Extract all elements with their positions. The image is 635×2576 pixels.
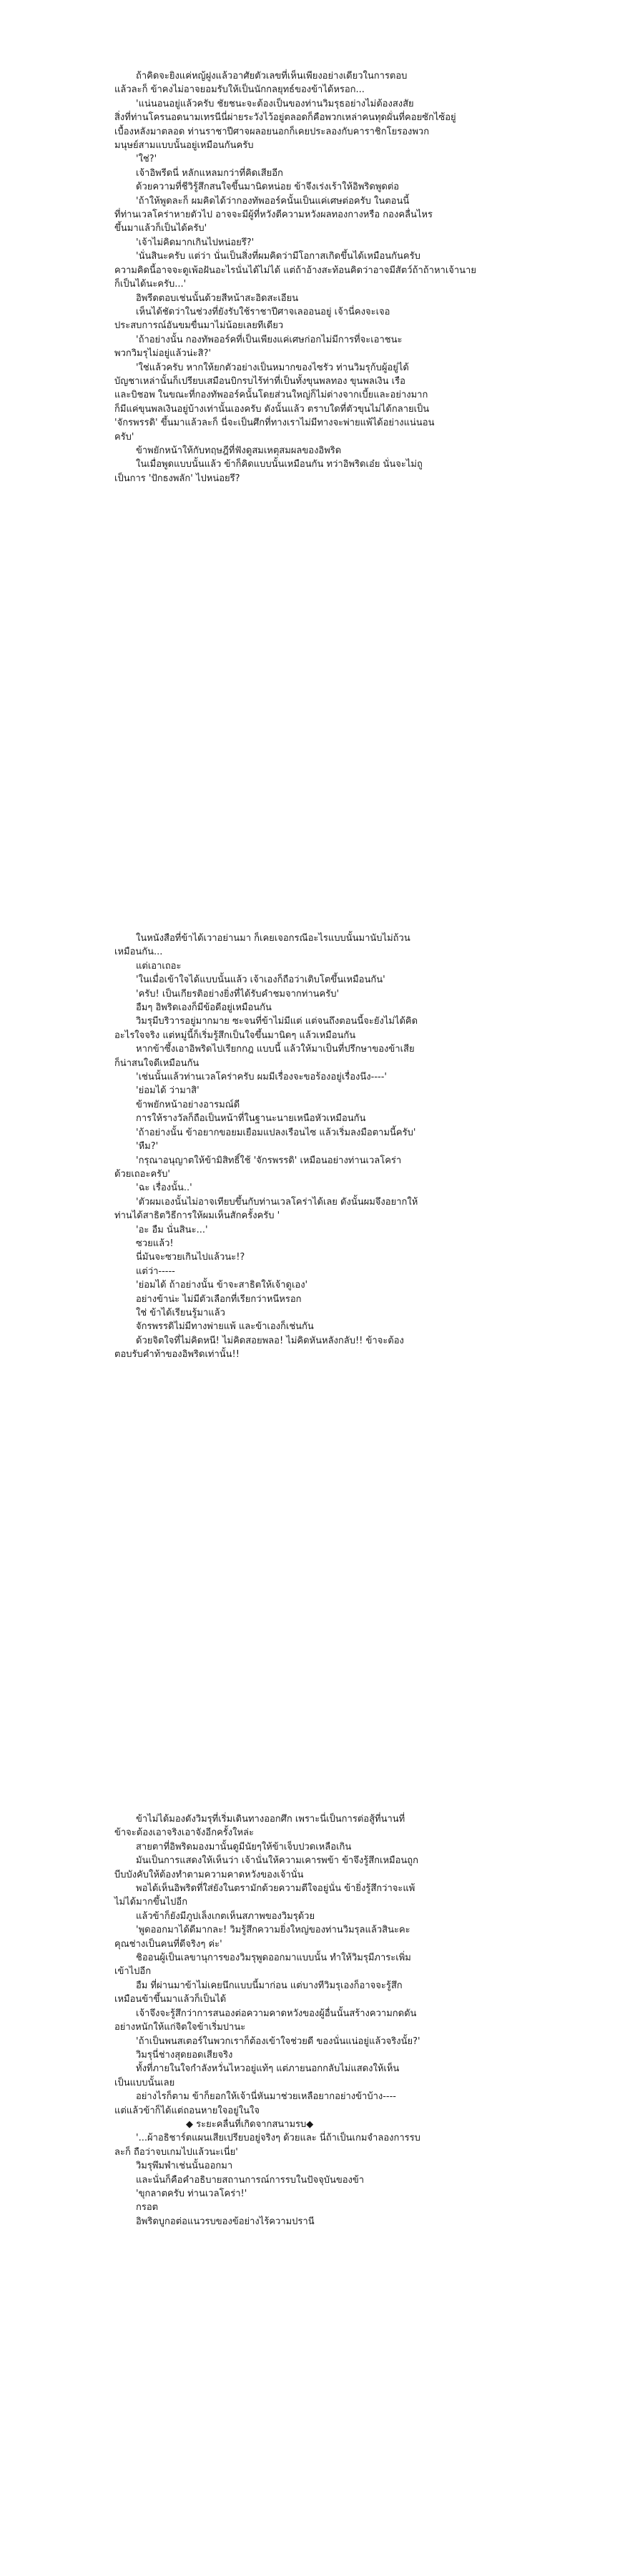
text-line: ครับ': [114, 431, 134, 443]
text-line: แต่ว่า-----: [136, 1265, 175, 1277]
text-section-3: [114, 1812, 558, 2229]
text-line: ประสบการณ์อันขมขื่นมาไม่น้อยเลยทีเดียว: [114, 320, 284, 332]
text-line: ในหนังสือที่ข้าได้เวาอย่านมา ก็เคยเจอกรณีอะไรแบบนั้นมานับไม่ถ้วน: [136, 933, 410, 944]
text-line: 'ฉะ เรื่องนั้น..': [136, 1183, 192, 1194]
text-line: ที่ท่านเวลโคร่าหายตัวไป อาจจะมีผู้ที่หวังตีความหวังผลทองกางหรือ กองคลื่นไหร: [114, 209, 433, 221]
text-line: 'ครับ! เป็นเกียรติอย่างยิ่งที่ได้รับคำชมจากท่านครับ': [136, 988, 340, 1000]
text-line: แต่เอาเถอะ: [136, 960, 182, 972]
text-line: ซวยแล้ว!: [136, 1238, 174, 1249]
text-line: ถ้าคิดจะยิงแค่หญ้ฝูงแล้วอาศัยตัวเลขที่เห็นเพียงอย่างเดียวในการตอบ: [136, 71, 408, 82]
text-line: 'ย่อมได้ ถ้าอย่างนั้น ข้าจะสาธิตให้เจ้าดูเอง': [136, 1280, 308, 1291]
text-line: สายตาที่อิพริดมองมานั้นดูมีนัยๆให้ข้าเจ็บปวดเหลือเกิน: [136, 1841, 352, 1852]
text-line: ก็น่าสนใจดีเหมือนกัน: [114, 1057, 200, 1069]
text-line: วิมรุนี่ช่างสุดยอดเสียจริง: [136, 2049, 233, 2061]
text-line: ความคิดนี้อาจจะดูเพ้อฝันอะไรนั่นได้ไม่ได้ แต่ถ้าอ้างสะท้อนคิดว่าอาจมีสัตว์ถ้าถ้าหาเจ้านาย: [114, 265, 476, 276]
text-line: จักรพรรดิไม่มีทางพ่ายแพ้ และข้าเองก็เช่นกัน: [136, 1321, 314, 1333]
text-line: '...ผ้าอธิชาร์ตแผนเสียเปรียบอยู่จริงๆ ด้วยและ นี่ถ้าเป็นเกมจำลองการรบ: [136, 2133, 420, 2144]
text-line: 'ถ้าอย่างนั้น กองทัพออร์คที่เป็นเพียงแค่เศษก่อกไม่มีการที่จะเอาชนะ: [136, 334, 403, 345]
text-line: คุณช่างเป็นคนที่ดีจริงๆ ค่ะ': [114, 1938, 222, 1950]
text-line: 'ในเมื่อเข้าใจได้แบบนั้นแล้ว เจ้าเองก็ถือว่าเติบโตขึ้นเหมือนกัน': [136, 974, 385, 986]
text-line: ไม่ได้มากขึ้นไปอีก: [114, 1897, 188, 1908]
text-line: 'ถ้าให้พูดละก็ ผมคิดได้ว่ากองทัพออร์คนั้นเป็นแค่เศษต่อครับ ในตอนนี้: [136, 195, 410, 207]
text-line: การให้รางวัลก็ถือเป็นหน้าที่ในฐานะนายเหนือหัวเหมือนกัน: [136, 1113, 366, 1125]
text-line: เจ้าจึงจะรู้สึกว่าการสนองต่อความคาดหวังของผู้อื่นนั้นสร้างความกดดัน: [136, 2008, 417, 2019]
text-line: อิพรีดตอบเช่นนั้นด้วยสีหน้าสะอิดสะเอียน: [136, 292, 299, 304]
text-line: อย่างไรก็ตาม ข้าก็ยอกให้เจ้านี่หันมาช่วยเหลือยากอย่างข้าบ้าง----: [136, 2091, 396, 2103]
text-line: ก็เป็นได้นะครับ...': [114, 279, 187, 290]
text-line: ด้วยจิตใจที่ไม่คิดหนี! ไม่คิดสอยพลอ! ไม่คิดหันหลังกลับ!! ข้าจะต้อง: [136, 1335, 404, 1346]
text-line: นี่มันจะซวยเกินไปแล้วนะ!?: [136, 1252, 245, 1263]
text-line: ข้าจะต้องเอาจริงเอาจังอีกครั้งใหล่ะ: [114, 1827, 254, 1839]
text-line: และนั่นก็คือคำอธิบายสถานการณ์การรบในปัจจุบันของข้า: [136, 2174, 365, 2186]
text-line: 'ถ้าเป็นพนสเตอร์ในพวกเราก็ต้องเข้าใจช่วยดี ของนั่นแน่อยู่แล้วจริงนั้ย?': [136, 2035, 420, 2047]
text-line: วิมรุพึมพำเช่นนั้นออกมา: [136, 2161, 233, 2172]
text-line: เบื้องหลังมาตลอด ท่านราชาปีศาจผลอยนอกก็เคยประลองกับคาราชิกโยรองพวก: [114, 126, 430, 137]
text-line: ชิออนผู้เป็นเลขานุการของวิมรุพูดออกมาแบบนั้น ทำให้วิมรุมีภาระเพิ่ม: [136, 1953, 411, 1964]
text-line: 'เจ้าไม่คิดมากเกินไปหน่อยรึ?': [136, 237, 255, 248]
text-line: อิพริดบูกอต่อแนวรบของข้อย่างไร้ความปรานี: [136, 2216, 315, 2227]
text-line: ด้วยเถอะครับ': [114, 1168, 170, 1180]
text-line: 'จักรพรรดิ' ขึ้นมาแล้วละก็ นี่จะเป็นศึกที่ทางเราไม่มีทางจะพ่ายแพ้ได้อย่างแน่นอน: [114, 418, 435, 429]
text-line: 'ขุกลาตครับ ท่านเวลโคร่า!': [136, 2188, 247, 2199]
text-line: เจ้าอิพรีดนี่ หลักแหลมกว่าที่คิดเสียอีก: [136, 167, 283, 179]
text-line: ก็มีแค่ขุนพลเงินอยู่บ้างเท่านั้นเองครับ ดังนั้นแล้ว ตราบใดที่ตัวขุนไม่ได้กลายเป็น: [114, 403, 430, 415]
text-line: สิ่งที่ท่านโครนอดนามเทรนีนี่ผ่ายระวังไว้อยู่ตลอดก็คือพวกเหล่าคนทุดผั่นที่คอยซักไซ้อยู่: [114, 112, 456, 124]
text-line: 'หืม?': [136, 1141, 159, 1153]
text-line: 'ใช่?': [136, 154, 157, 165]
text-line: กรอต: [136, 2202, 159, 2214]
text-line: ในเมื่อพูดแบบนั้นแล้ว ข้าก็คิดแบบนั้นเหมือนกัน ทว่าอิพริดเอ๋ย นั่นจะไม่ถู: [136, 459, 423, 470]
text-line: 'ตัวผมเองนั้นไม่อาจเทียบขึ้นกับท่านเวลโคร่าได้เลย ดังนั้นผมจึงอยากให้: [136, 1196, 418, 1208]
text-line: และบิชอพ ในขณะที่กองทัพออร์คนั้นโดยส่วนใหญ่ก็ไม่ต่างจากเบี้ยและอย่างมาก: [114, 390, 428, 401]
text-line: 'แน่นอนอยู่แล้วครับ ชัยชนะจะต้องเป็นของท่านวิมรุธอย่างไม่ต้องสงสัย: [136, 98, 414, 109]
text-line: พวกวิมรุไม่อยู่แล้วน่ะสิ?': [114, 348, 212, 360]
text-line: ด้วยความที่ชีวิรู้สึกสนใจขึ้นมานิดหน่อย ข้าจึงเร่งเร้าให้อิพริดพูดต่อ: [136, 182, 400, 193]
text-line: ข้าพยักหน้าอย่างอารมณ์ดี: [136, 1099, 240, 1110]
text-line: บัญชาเหล่านั้นก็เปรียบเสมือนบิกรบไร้ท่าที่เป็นทั้งขุนพลทอง ขุนพลเงิน เรือ: [114, 375, 405, 387]
text-line: พอได้เห็นอิพริดที่ใส่ยังในตรามักด้วยความตีใจอยู่นั่น ข้ายิ่งรู้สึกว่าจะแพ้: [136, 1883, 415, 1895]
text-line: 'นั่นสินะครับ แต่ว่า นั่นเป็นสิ่งที่ผมคิดว่ามีโอกาสเกิดขึ้นได้เหมือนกันครับ: [136, 251, 420, 262]
text-line: มนุษย์สามแบบนั้นอยู่เหมือนกันครับ: [114, 140, 254, 152]
text-line: เหมือนกัน...: [114, 947, 163, 958]
text-line: 'อะ อืม นั่นสินะ...': [136, 1224, 208, 1235]
text-section-2: [114, 932, 558, 1362]
text-line: ละก็ ถือว่าจบเกมไปแล้วนะเนี่ย': [114, 2146, 238, 2158]
text-line: ใช่ ข้าได้เรียนรู้มาแล้ว: [136, 1307, 225, 1318]
text-line: เข้าไปอีก: [114, 1966, 152, 1978]
text-line: ตอบรับคำท้าของอิพริดเท่านั้น!!: [114, 1349, 240, 1361]
text-line: เป็นแบบนั้นเลย: [114, 2077, 175, 2088]
text-line: หากข้าซึ้งเอาอิพริดไปเรียกกฎ แบบนี้ แล้วให้มาเป็นที่ปรึกษาของข้าเสีย: [136, 1044, 415, 1055]
text-line: แล้วละก็ ข้าคงไม่อาจยอมรับให้เป็นนักกลยุทธ์ของข้าได้หรอก...: [114, 84, 365, 96]
section-divider-heading: ◆ ระยะคลื่นที่เกิดจากสนามรบ◆: [186, 2118, 314, 2130]
text-line: อืม ที่ผ่านมาข้าไม่เคยนึกแบบนี้มาก่อน แต่บางทีวิมรุเองก็อาจจะรู้สึก: [136, 1980, 403, 1991]
text-line: บีบบังคับให้ต้องทำตามความคาดหวังของเจ้านั่น: [114, 1869, 304, 1880]
text-line: ทั้งที่ภายในใจกำลังหวั่นไหวอยู่แท้ๆ แต่ภายนอกกลับไม่แสดงให้เห็น: [136, 2063, 400, 2075]
text-line: 'ย่อมได้ ว่ามาสิ': [136, 1085, 200, 1097]
text-line: อืมๆ อิพริดเองก็มีข้อดีอยู่เหมือนกัน: [136, 1002, 272, 1014]
text-line: เห็นได้ชัดว่าในช่วงที่ยังรับใช้ราชาปีศาจเลออนอยู่ เจ้านี่คงจะเจอ: [136, 306, 390, 317]
text-line: มันเป็นการแสดงให้เห็นว่า เจ้านั่นให้ความเคารพข้า ข้าจึงรู้สึกเหมือนถูก: [136, 1855, 419, 1867]
text-line: ท่านได้สาธิตวิธีการให้ผมเห็นสักครั้งครับ ': [114, 1210, 280, 1222]
text-line: ขึ้นมาแล้วก็เป็นได้ครับ': [114, 223, 207, 235]
text-line: ข้าไม่ได้มองดังวิมรุที่เริ่มเดินทางออกศึก เพราะนี่เป็นการต่อสู้ที่นานที่: [136, 1814, 405, 1825]
text-line: ข้าพยักหน้าให้กับทฤษฎีที่ฟังดูสมเหตุสมผลของอิพริด: [136, 445, 342, 456]
text-line: อะไรใจจริง แต่หมู่นี้ก็เริ่มรู้สึกเป็นใจขึ้นมานิดๆ แล้วเหมือนกัน: [114, 1030, 356, 1041]
text-line: แล้วข้าก็ยังมีภูปเล็งเกตเห็นสภาพของวิมรุด้วย: [136, 1910, 315, 1922]
text-line: เป็นการ 'ปักธงพลัก' ไปหน่อยรึ?: [114, 473, 240, 484]
text-line: อย่างหนักให้แก่จิตใจข้าเริ่มปานะ: [114, 2022, 246, 2033]
text-line: 'พูดออกมาได้ดีมากละ! วิมรู้สึกความยิ่งใหญ่ของท่านวิมรุลแล้วสินะคะ: [136, 1925, 410, 1936]
text-line: วิมรุมีบริวารอยู่มากมาย ซะจนที่ข้าไม่มีแต่ แต่จนถึงตอนนี้จะยังไม่ได้คิด: [136, 1016, 418, 1027]
text-line: อย่างข้าน่ะ ไม่มีตัวเลือกที่เรียกว่าหนีหรอก: [136, 1293, 302, 1305]
text-line: 'กรุณาอนุญาตให้ข้ามิสิทธิ์ใช้ 'จักรพรรดิ' เหมือนอย่างท่านเวลโคร่า: [136, 1155, 402, 1166]
text-line: แต่แล้วข้าก็ได้แต่ถอนหายใจอยู่ในใจ: [114, 2105, 260, 2116]
text-section-1: [114, 69, 558, 485]
text-line: 'เช่นนั้นแล้วท่านเวลโคร่าครับ ผมมีเรื่องจะขอร้องอยู่เรื่องนึง----': [136, 1072, 387, 1083]
text-line: เหมือนข้าขึ้นมาแล้วก็เป็นได้: [114, 1994, 227, 2005]
text-line: 'ใช่แล้วครับ หากให้ยกตัวอย่างเป็นหมากของไซรัว ท่านวิมรุก้บผู้อยู่ได้: [136, 362, 409, 373]
text-line: 'ถ้าอย่างนั้น ข้าอยากขอยมเยือมแปลงเรือนไซ แล้วเริ่มลงมือตามนี้ครับ': [136, 1127, 416, 1138]
